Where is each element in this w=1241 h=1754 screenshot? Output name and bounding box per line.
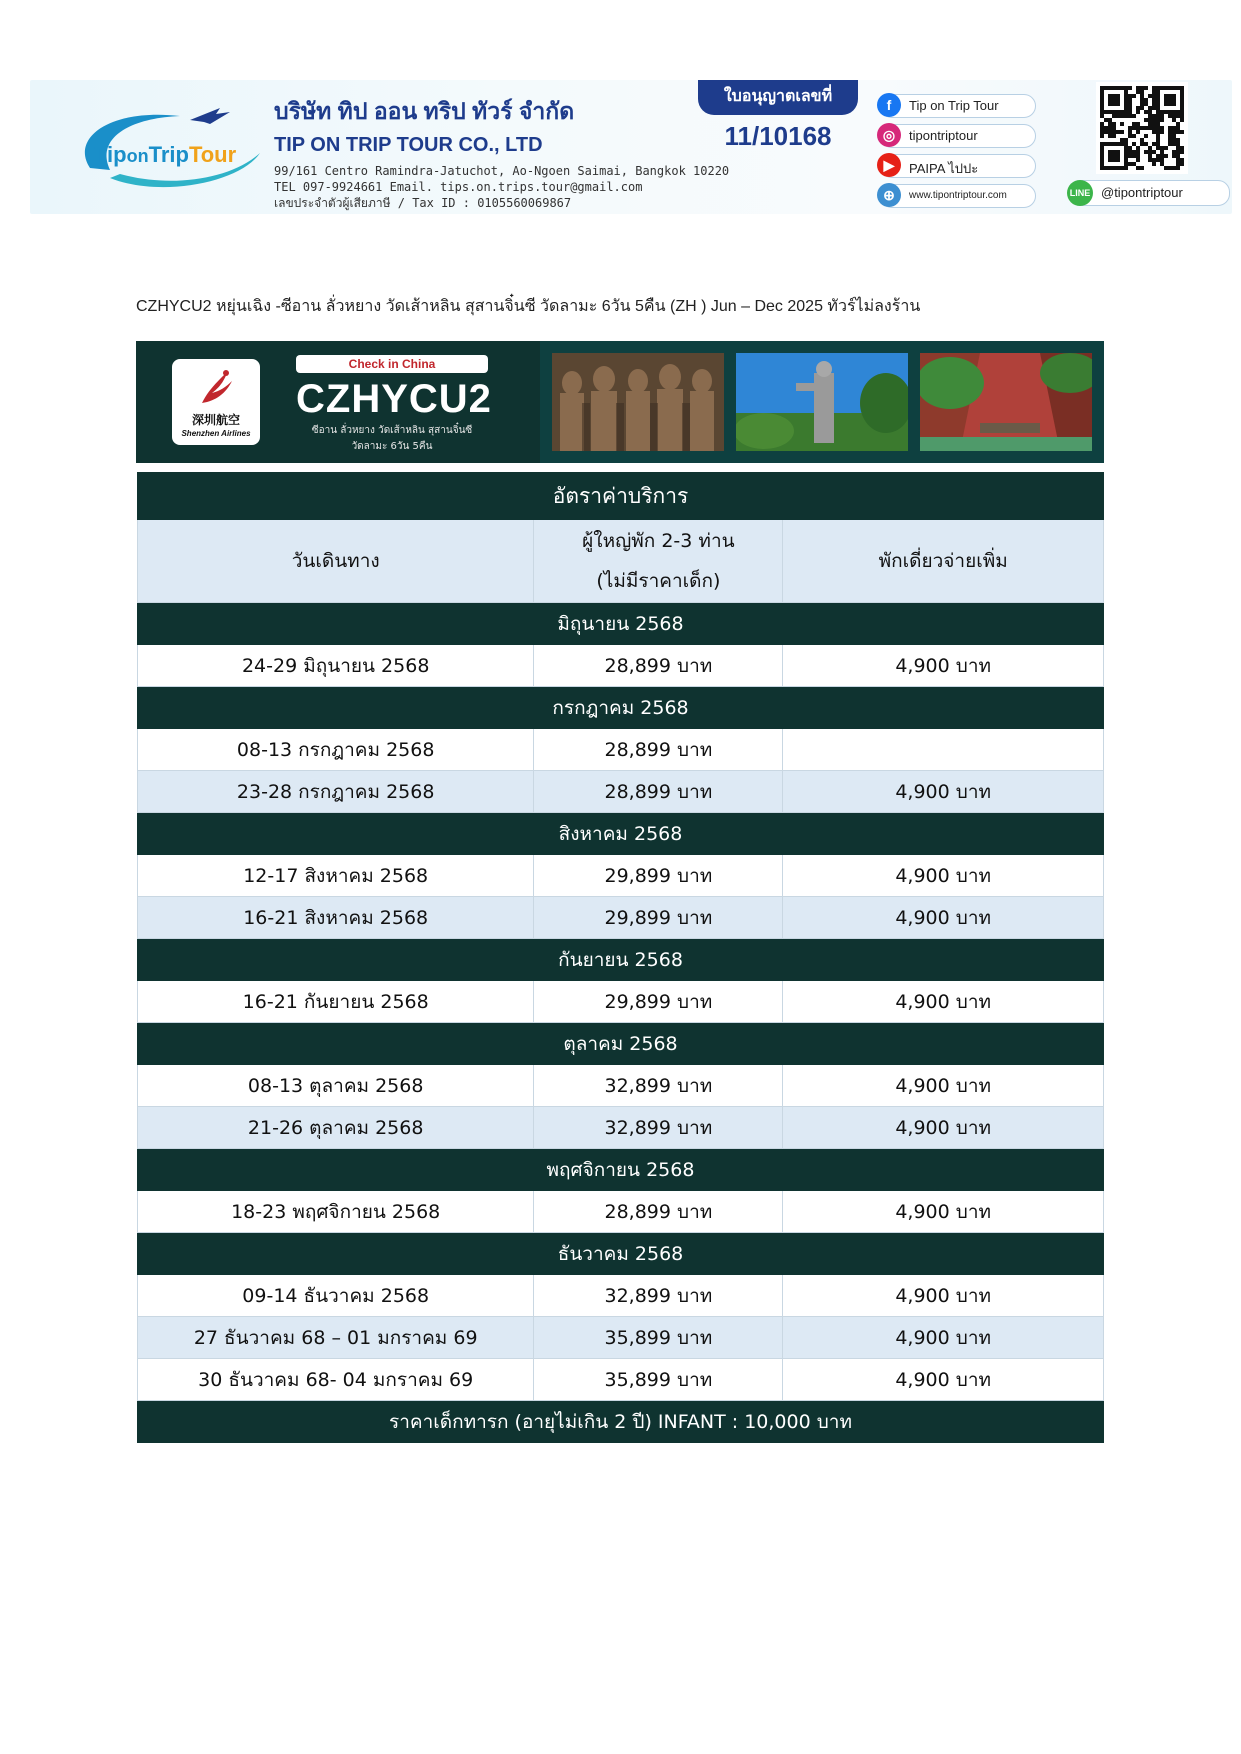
social-link-instagram[interactable] <box>880 124 1036 148</box>
company-tax-id: เลขประจำตัวผู้เสียภาษี / Tax ID : 0105560069867 <box>274 196 572 210</box>
travel-date-cell: 09-14 ธันวาคม 2568 <box>138 1275 534 1317</box>
single-supplement-cell: 4,900 บาท <box>783 1191 1104 1233</box>
checkin-badge: Check in China <box>296 355 488 373</box>
single-supplement-cell: 4,900 บาท <box>783 645 1104 687</box>
month-header-row <box>138 1233 1104 1275</box>
line-handle-text: @tipontriptour <box>1101 185 1183 200</box>
company-name-english: TIP ON TRIP TOUR CO., LTD <box>274 134 543 156</box>
adult-price-cell: 28,899 บาท <box>534 729 783 771</box>
terracotta-warriors-photo <box>552 353 724 451</box>
airline-name-chinese: 深圳航空 <box>191 413 240 427</box>
month-label: ธันวาคม 2568 <box>138 1233 1104 1275</box>
single-supplement-cell: 4,900 บาท <box>783 1065 1104 1107</box>
table-row <box>138 1107 1104 1149</box>
facebook-icon: f <box>877 93 901 117</box>
destination-photos <box>540 341 1104 463</box>
social-link-web[interactable] <box>880 184 1036 208</box>
travel-date-cell: 12-17 สิงหาคม 2568 <box>138 855 534 897</box>
month-header-row <box>138 603 1104 645</box>
license-label: ใบอนุญาตเลขที่ <box>698 80 858 115</box>
travel-date-cell: 08-13 กรกฎาคม 2568 <box>138 729 534 771</box>
single-supplement-cell: 4,900 บาท <box>783 1275 1104 1317</box>
table-row <box>138 1275 1104 1317</box>
month-label: กรกฎาคม 2568 <box>138 687 1104 729</box>
social-links <box>880 94 1036 214</box>
single-supplement-cell: 4,900 บาท <box>783 1317 1104 1359</box>
column-header-single-supplement: พักเดี่ยวจ่ายเพิ่ม <box>783 520 1104 603</box>
table-row <box>138 1191 1104 1233</box>
table-row <box>138 855 1104 897</box>
month-label: มิถุนายน 2568 <box>138 603 1104 645</box>
program-title: CZHYCU2 หยุ่นเฉิง -ซีอาน ลั่วหยาง วัดเส้าหลิน สุสานจิ๋นซี วัดลามะ 6วัน 5คืน (ZH ) Jun – Dec 2025 ทัวร์ไม่ลงร้าน <box>136 298 921 315</box>
adult-price-cell: 32,899 บาท <box>534 1065 783 1107</box>
single-supplement-cell: 4,900 บาท <box>783 981 1104 1023</box>
travel-date-cell: 23-28 กรกฎาคม 2568 <box>138 771 534 813</box>
month-header-row <box>138 939 1104 981</box>
adult-price-cell: 35,899 บาท <box>534 1317 783 1359</box>
airline-logo <box>172 359 260 445</box>
program-route <box>296 423 488 455</box>
shenzhen-airlines-bird-icon <box>194 365 238 409</box>
youtube-icon: ▶ <box>877 153 901 177</box>
adult-price-cell: 29,899 บาท <box>534 897 783 939</box>
license-number: 11/10168 <box>724 121 832 151</box>
column-header-date: วันเดินทาง <box>138 520 534 603</box>
line-icon: LINE <box>1067 180 1093 206</box>
table-row <box>138 729 1104 771</box>
adult-price-cell: 28,899 บาท <box>534 645 783 687</box>
company-address-block <box>274 163 730 211</box>
logo-wordmark: TiponTripTour <box>94 142 237 167</box>
instagram-icon: ◎ <box>877 123 901 147</box>
web-icon: ⊕ <box>877 183 901 207</box>
adult-header-line-2: (ไม่มีราคาเด็ก) <box>596 570 721 592</box>
travel-date-cell: 08-13 ตุลาคม 2568 <box>138 1065 534 1107</box>
single-supplement-cell: 4,900 บาท <box>783 1359 1104 1401</box>
price-table-header-row <box>138 520 1104 603</box>
table-row <box>138 771 1104 813</box>
month-header-row <box>138 813 1104 855</box>
month-header-row <box>138 1149 1104 1191</box>
route-line-2: วัดลามะ 6วัน 5คืน <box>351 441 433 452</box>
month-label: ตุลาคม 2568 <box>138 1023 1104 1065</box>
company-address: 99/161 Centro Ramindra-Jatuchot, Ao-Ngoen Saimai, Bangkok 10220 <box>274 164 730 178</box>
program-code: CZHYCU2 <box>296 377 492 421</box>
qr-code-icon <box>1096 82 1188 174</box>
price-table-title-row <box>138 473 1104 520</box>
travel-date-cell: 27 ธันวาคม 68 – 01 มกราคม 69 <box>138 1317 534 1359</box>
social-link-label: www.tipontriptour.com <box>909 190 1007 201</box>
infant-price-note: ราคาเด็กทารก (อายุไม่เกิน 2 ปี) INFANT : 10,000 บาท <box>138 1401 1104 1443</box>
travel-date-cell: 24-29 มิถุนายน 2568 <box>138 645 534 687</box>
single-supplement-cell: 4,900 บาท <box>783 1107 1104 1149</box>
adult-price-cell: 32,899 บาท <box>534 1107 783 1149</box>
adult-price-cell: 28,899 บาท <box>534 771 783 813</box>
table-row <box>138 1359 1104 1401</box>
adult-price-cell: 29,899 บาท <box>534 855 783 897</box>
license-badge <box>698 80 858 152</box>
travel-date-cell: 16-21 สิงหาคม 2568 <box>138 897 534 939</box>
adult-price-cell: 32,899 บาท <box>534 1275 783 1317</box>
program-banner <box>136 341 1104 463</box>
social-link-label: PAIPA ไปปะ <box>909 161 979 176</box>
table-row <box>138 1317 1104 1359</box>
travel-date-cell: 30 ธันวาคม 68- 04 มกราคม 69 <box>138 1359 534 1401</box>
statue-photo <box>736 353 908 451</box>
travel-date-cell: 21-26 ตุลาคม 2568 <box>138 1107 534 1149</box>
month-header-row <box>138 687 1104 729</box>
airline-name-english: Shenzhen Airlines <box>181 429 251 438</box>
price-table <box>137 472 1104 1443</box>
social-link-label: tipontriptour <box>909 128 978 143</box>
table-row <box>138 1065 1104 1107</box>
company-contact: TEL 097-9924661 Email. tips.on.trips.tour@gmail.com <box>274 180 643 194</box>
adult-price-cell: 29,899 บาท <box>534 981 783 1023</box>
infant-price-row <box>138 1401 1104 1443</box>
travel-date-cell: 18-23 พฤศจิกายน 2568 <box>138 1191 534 1233</box>
line-link[interactable] <box>1068 180 1230 206</box>
company-info <box>274 94 730 211</box>
month-label: กันยายน 2568 <box>138 939 1104 981</box>
social-link-youtube[interactable] <box>880 154 1036 178</box>
red-canyon-photo <box>920 353 1092 451</box>
single-supplement-cell: 4,900 บาท <box>783 771 1104 813</box>
single-supplement-cell <box>783 729 1104 771</box>
company-logo <box>70 98 270 198</box>
month-label: พฤศจิกายน 2568 <box>138 1149 1104 1191</box>
table-row <box>138 981 1104 1023</box>
travel-date-cell: 16-21 กันยายน 2568 <box>138 981 534 1023</box>
adult-price-cell: 28,899 บาท <box>534 1191 783 1233</box>
table-row <box>138 897 1104 939</box>
company-header-banner <box>30 80 1232 214</box>
month-header-row <box>138 1023 1104 1065</box>
single-supplement-cell: 4,900 บาท <box>783 897 1104 939</box>
month-label: สิงหาคม 2568 <box>138 813 1104 855</box>
company-name-thai: บริษัท ทิป ออน ทริป ทัวร์ จำกัด <box>274 98 575 124</box>
route-line-1: ซีอาน ลั่วหยาง วัดเส้าหลิน สุสานจิ๋นซี <box>311 425 473 436</box>
social-link-label: Tip on Trip Tour <box>909 98 999 113</box>
adult-price-cell: 35,899 บาท <box>534 1359 783 1401</box>
column-header-adult-price <box>534 520 783 603</box>
single-supplement-cell: 4,900 บาท <box>783 855 1104 897</box>
adult-header-line-1: ผู้ใหญ่พัก 2-3 ท่าน <box>582 530 735 552</box>
social-link-facebook[interactable] <box>880 94 1036 118</box>
table-row <box>138 645 1104 687</box>
price-table-title: อัตราค่าบริการ <box>138 473 1104 520</box>
